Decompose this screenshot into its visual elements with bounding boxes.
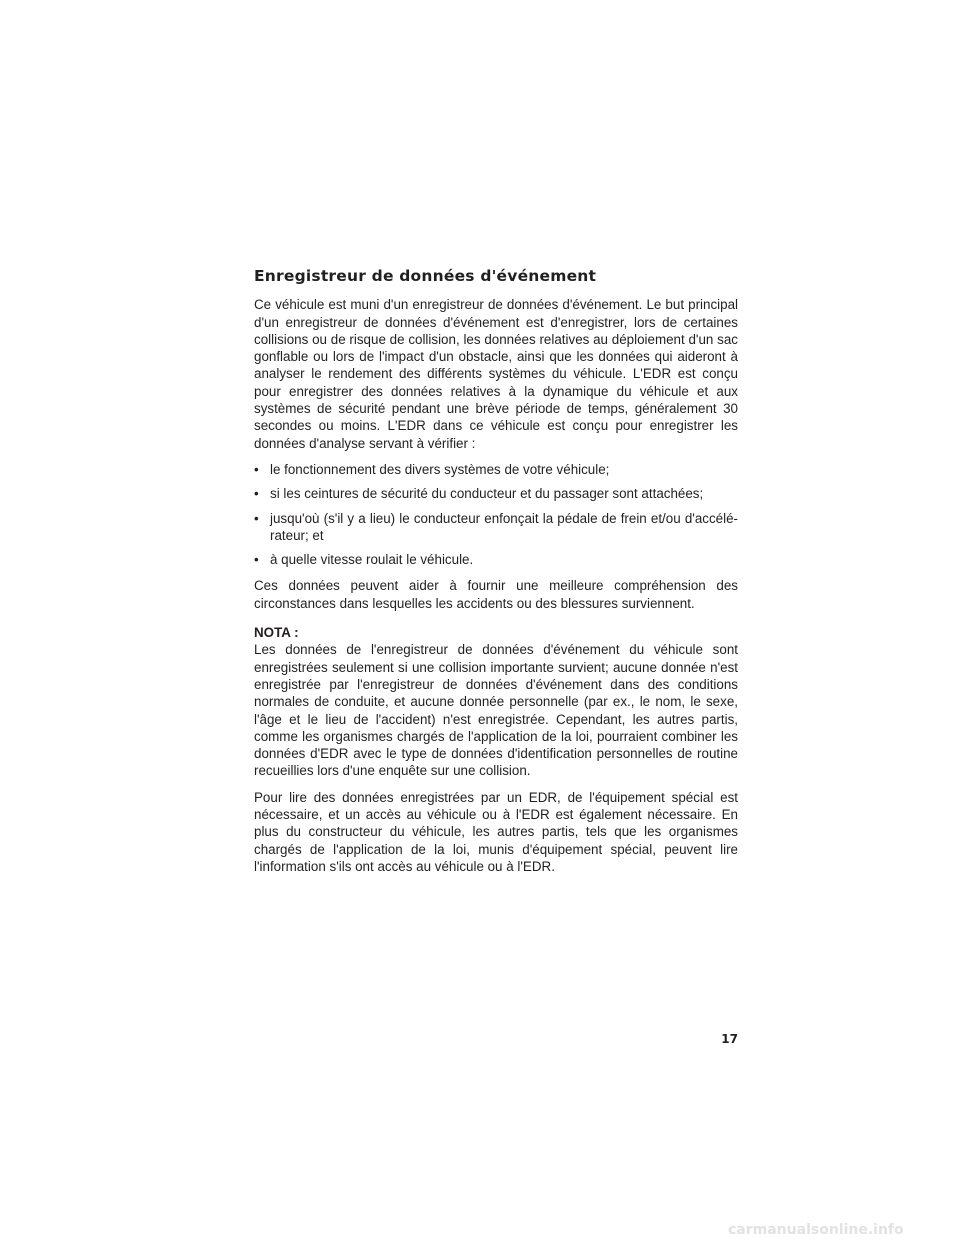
summary-paragraph: Ces données peuvent aider à fournir une meilleure compréhension des circonstances dans lesquelles les accidents ou des blessures surviennent. — [254, 578, 738, 611]
note-paragraph: Les données de l'enregistreur de données d'événement du véhicule sont enregistrées seulement si une collision importante survient; aucune donnée n'est enregistrée par l'enregistreur de données d'événement dans des conditions normales de conduite, et aucune donnée personnelle (par ex., le nom, le sexe, l'âge et le lieu de l'accident) n'est enregistrée. Cependant, les autres partis, comme les organismes chargés de l'application de la loi, pourraient combiner les données d'EDR avec le type de données d'identification personnelles de routine recueillies lors d'une enquête sur une collision. — [254, 642, 738, 779]
closing-paragraph: Pour lire des données enregistrées par un EDR, de l'équipement spécial est nécessaire, et un accès au véhicule ou à l'EDR est également nécessaire. En plus du constructeur du véhicule, les autres partis, tels que les organismes chargés de l'application de la loi, munis d'équipement spécial, peuvent lire l'information s'ils ont accès au véhicule ou à l'EDR. — [254, 789, 738, 874]
bullet-list — [254, 461, 738, 568]
bullet-icon: • — [254, 552, 259, 568]
page-content — [254, 268, 738, 884]
page-number: 17 — [721, 1032, 738, 1046]
section-title: Enregistreur de données d'événement — [254, 267, 597, 285]
list-item — [254, 485, 738, 502]
intro-paragraph: Ce véhicule est muni d'un enregistreur de données d'événement. Le but principal d'un enregistreur de données d'événement est d'enregistrer, lors de certaines collisions ou de risque de collision, les données relatives au déploiement d'un sac gonflable ou lors de l'impact d'un obstacle, ainsi que les données qui aideront à analyser le rendement des différents systèmes du véhicule. L'EDR est conçu pour enregistrer des données relatives à la dynamique du véhicule et aux systèmes de sécurité pendant une brève période de temps, généralement 30 secondes ou moins. L'EDR dans ce véhicule est conçu pour enregistrer les données d'analyse servant à vérifier : — [254, 297, 738, 451]
list-item-text: le fonctionnement des divers systèmes de votre véhicule; — [270, 461, 610, 477]
list-item — [254, 510, 738, 545]
list-item — [254, 461, 738, 478]
note-label: NOTA : — [254, 625, 299, 641]
list-item-text: jusqu'où (s'il y a lieu) le conducteur enfonçait la pédale de frein et/ou d'accélé-rateur; et — [270, 510, 738, 543]
bullet-icon: • — [254, 486, 259, 502]
watermark-text: carmanualsonline.info — [728, 1222, 904, 1238]
bullet-icon: • — [254, 510, 259, 526]
list-item — [254, 551, 738, 568]
list-item-text: si les ceintures de sécurité du conducteur et du passager sont attachées; — [270, 486, 704, 502]
bullet-icon: • — [254, 461, 259, 477]
list-item-text: à quelle vitesse roulait le véhicule. — [270, 552, 474, 568]
